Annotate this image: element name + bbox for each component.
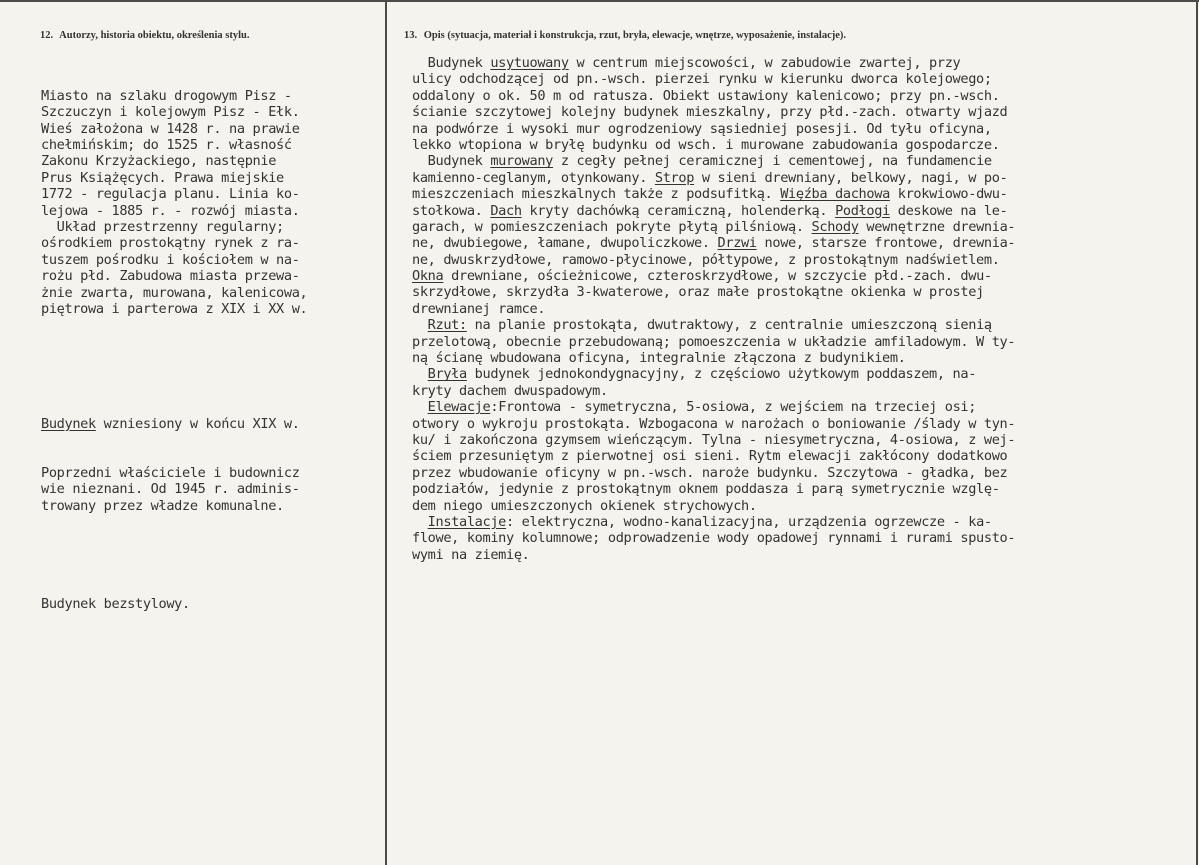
- description-line: [412, 481, 1197, 497]
- description-line: [412, 514, 1197, 530]
- history-line: lejowa - 1885 r. - rozwój miasta.: [41, 202, 300, 219]
- left-section-number: 12.: [40, 30, 54, 41]
- line-segment: budynek jednokondygnacyjny, z częściowo użytkowym poddaszem, na-: [466, 366, 977, 383]
- description-line: [412, 170, 1197, 186]
- top-border: [0, 0, 1199, 2]
- line-segment: ne, dwubiegowe, łamane, dwupoliczkowe.: [412, 235, 718, 252]
- line-segment: kryty dachem dwuspadowym.: [412, 382, 608, 399]
- line-segment: drewnianej ramce.: [412, 300, 546, 317]
- description-line: [412, 366, 1197, 382]
- line-segment: drewniane, ościeżnicowe, czteroskrzydłowe, w szczycie płd.-zach. dwu-: [443, 268, 992, 285]
- description-line: [412, 399, 1197, 415]
- line-segment: stołkowa.: [412, 202, 491, 219]
- line-segment: nowe, starsze frontowe, drewnia-: [756, 235, 1016, 252]
- description-line: [412, 121, 1197, 137]
- line-segment: deskowe na le-: [889, 202, 1008, 219]
- history-line: chełmińskim; do 1525 r. własność: [41, 136, 292, 153]
- line-segment: wewnętrzne drewnia-: [858, 218, 1016, 235]
- history-line: ośrodkiem prostokątny rynek z ra-: [41, 235, 300, 252]
- underlined-term: Więźba dachowa: [780, 186, 890, 203]
- description-line: [412, 153, 1197, 169]
- description-line: [412, 530, 1197, 546]
- underlined-term: murowany: [490, 153, 554, 170]
- history-line: piętrowa i parterowa z XIX i XX w.: [41, 300, 308, 317]
- line-segment: Budynek: [412, 55, 491, 71]
- line-segment: [412, 399, 428, 415]
- underlined-term: usytuowany: [490, 55, 569, 71]
- line-segment: na podwórze i wysoki mur ogrodzeniowy sąsiedniej posesji. Od tyłu oficyna,: [412, 120, 992, 137]
- description-line: [412, 547, 1197, 563]
- line-segment: kamienno-ceglanym, otynkowany.: [412, 169, 655, 186]
- description-line: [412, 219, 1197, 235]
- line-segment: dem niego umieszczonych okienek strychowych.: [412, 497, 757, 514]
- underlined-term: Drzwi: [717, 235, 757, 252]
- history-line: Szczuczyn i kolejowym Pisz - Ełk.: [41, 104, 300, 121]
- left-section-header: [40, 30, 249, 41]
- left-section-label: Autorzy, historia obiektu, określenia stylu.: [59, 30, 250, 41]
- description-line: [412, 252, 1197, 268]
- description-line: [412, 268, 1197, 284]
- line-segment: oddalony o ok. 50 m od ratusza. Obiekt ustawiony kalenicowo; przy pn.-wsch.: [412, 87, 1000, 104]
- line-segment: z cegły pełnej ceramicznej i cementowej, na fundamencie: [553, 153, 992, 170]
- line-segment: krokwiowo-dwu-: [889, 186, 1008, 203]
- line-segment: mieszczeniach mieszkalnych także z podsufitką.: [412, 186, 781, 203]
- description-line: [412, 448, 1197, 464]
- description-line: [412, 498, 1197, 514]
- line-segment: w centrum miejscowości, w zabudowie zwartej, przy: [568, 55, 961, 71]
- underlined-term: Schody: [811, 218, 859, 235]
- line-segment: skrzydłowe, skrzydła 3-kwaterowe, oraz małe prostokątne okienka w prostej: [412, 284, 984, 301]
- history-line: Zakonu Krzyżackiego, następnie: [41, 153, 277, 170]
- line-segment: na planie prostokąta, dwutraktowy, z centralnie umieszczoną sienią: [466, 317, 992, 334]
- description-line: [412, 465, 1197, 481]
- line-segment: ną ścianę wbudowana oficyna, integralnie złączona z budynikiem.: [412, 350, 906, 367]
- underlined-term: Dach: [490, 202, 522, 219]
- description-line: [412, 432, 1197, 448]
- description-line: [412, 88, 1197, 104]
- description-line: [412, 55, 1197, 71]
- history-line: rożu płd. Zabudowa miasta przewa-: [41, 268, 300, 285]
- description-line: [412, 186, 1197, 202]
- right-section-header: [404, 30, 846, 41]
- description-line: [412, 137, 1197, 153]
- line-segment: [412, 514, 428, 530]
- description-line: [412, 383, 1197, 399]
- line-segment: wymi na ziemię.: [412, 546, 530, 563]
- owners-line: trowany przez władze komunalne.: [41, 497, 284, 514]
- line-segment: otwory o wykroju prostokąta. Wzbogacona w narożach o boniowanie /ślady w tyn-: [412, 415, 1016, 432]
- underlined-term: Elewacje: [427, 399, 491, 416]
- owners-paragraph: [41, 465, 386, 514]
- line-segment: w sieni drewniany, belkowy, nagi, w po-: [694, 169, 1008, 186]
- underlined-term: Podłogi: [835, 202, 890, 219]
- line-segment: przelotową, obecnie przebudowaną; pomoeszczenia w układzie amfiladowym. W ty-: [412, 333, 1016, 350]
- description-text: [412, 55, 1197, 563]
- underlined-term: Rzut:: [427, 317, 467, 334]
- description-line: [412, 104, 1197, 120]
- description-line: [412, 235, 1197, 251]
- history-line: Prus Książęcych. Prawa miejskie: [41, 169, 284, 186]
- line-segment: Budynek: [412, 153, 491, 170]
- underlined-term: Strop: [654, 169, 695, 186]
- line-segment: lekko wtopiona w bryłę budynku od wsch. i murowane zabudowania gospodarcze.: [412, 136, 1000, 153]
- history-line: 1772 - regulacja planu. Linia ko-: [41, 186, 300, 203]
- line-segment: ne, dwuskrzydłowe, ramowo-płycinowe, półtypowe, z prostokątnym nadświetlem.: [412, 251, 1000, 268]
- history-line: żnie zwarta, murowana, kalenicowa,: [41, 284, 308, 301]
- underlined-term: Instalacje: [427, 513, 507, 530]
- line-segment: ulicy odchodzącej od pn.-wsch. pierzei rynku w kierunku dworca kolejowego;: [412, 71, 992, 88]
- description-line: [412, 203, 1197, 219]
- right-section-detail: (sytuacja, materiał i konstrukcja, rzut, bryła, elewacje, wnętrze, wyposażenie, instalacje).: [447, 30, 847, 41]
- line-segment: kryty dachówką ceramiczną, holenderką.: [521, 202, 836, 219]
- line-segment: : elektryczna, wodno-kanalizacyjna, urządzenia ogrzewcze - ka-: [506, 513, 992, 530]
- line-segment: ściem przesuniętym z pierwotnej osi sieni. Rytm elewacji zakłócony dodatkowo: [412, 448, 1008, 465]
- description-line: [412, 71, 1197, 87]
- line-segment: [412, 317, 428, 333]
- line-segment: przez wbudowanie oficyny w pn.-wsch. naroże budynku. Szczytowa - gładka, bez: [412, 464, 1008, 481]
- right-section-label: Opis: [423, 30, 445, 41]
- history-construction-line: Budynek wzniesiony w końcu XIX w.: [41, 415, 300, 432]
- owners-line: Poprzedni właściciele i budownicz: [41, 464, 300, 481]
- description-line: [412, 317, 1197, 333]
- description-line: [412, 350, 1197, 366]
- style-statement: Budynek bezstylowy.: [41, 596, 190, 613]
- underlined-term: Budynek: [41, 415, 96, 432]
- description-line: [412, 284, 1197, 300]
- line-segment: garach, w pomieszczeniach pokryte płytą pilśniową.: [412, 218, 812, 235]
- right-section-number: 13.: [404, 30, 418, 41]
- description-line: [412, 334, 1197, 350]
- underlined-term: Bryła: [427, 366, 467, 383]
- description-line: [412, 416, 1197, 432]
- history-line: Układ przestrzenny regularny;: [41, 218, 284, 235]
- owners-line: wie nieznani. Od 1945 r. adminis-: [41, 481, 300, 498]
- history-line: Wieś założona w 1428 r. na prawie: [41, 120, 300, 137]
- description-line: [412, 301, 1197, 317]
- line-segment: ku/ i zakończona gzymsem wieńczącym. Tylna - niesymetryczna, 4-osiowa, z wej-: [412, 431, 1016, 448]
- line-segment: flowe, kominy kolumnowe; odprowadzenie wody opadowej rynnami i rurami spusto-: [412, 530, 1016, 547]
- history-text: [41, 55, 386, 645]
- history-line: tuszem pośrodku i kościołem w na-: [41, 251, 300, 268]
- line-segment: [412, 366, 428, 382]
- underlined-term: Okna: [412, 268, 444, 285]
- history-line: Miasto na szlaku drogowym Pisz -: [41, 87, 292, 104]
- line-segment: :Frontowa - symetryczna, 5-osiowa, z wejściem na trzeciej osi;: [490, 399, 977, 416]
- line-segment: ścianie szczytowej kolejny budynek mieszkalny, przy płd.-zach. otwarty wjazd: [412, 104, 1008, 121]
- history-paragraph: [41, 88, 386, 317]
- line-segment: podziałów, jedynie z prostokątnym oknem poddasza i parą symetrycznie wzglę-: [412, 481, 1000, 498]
